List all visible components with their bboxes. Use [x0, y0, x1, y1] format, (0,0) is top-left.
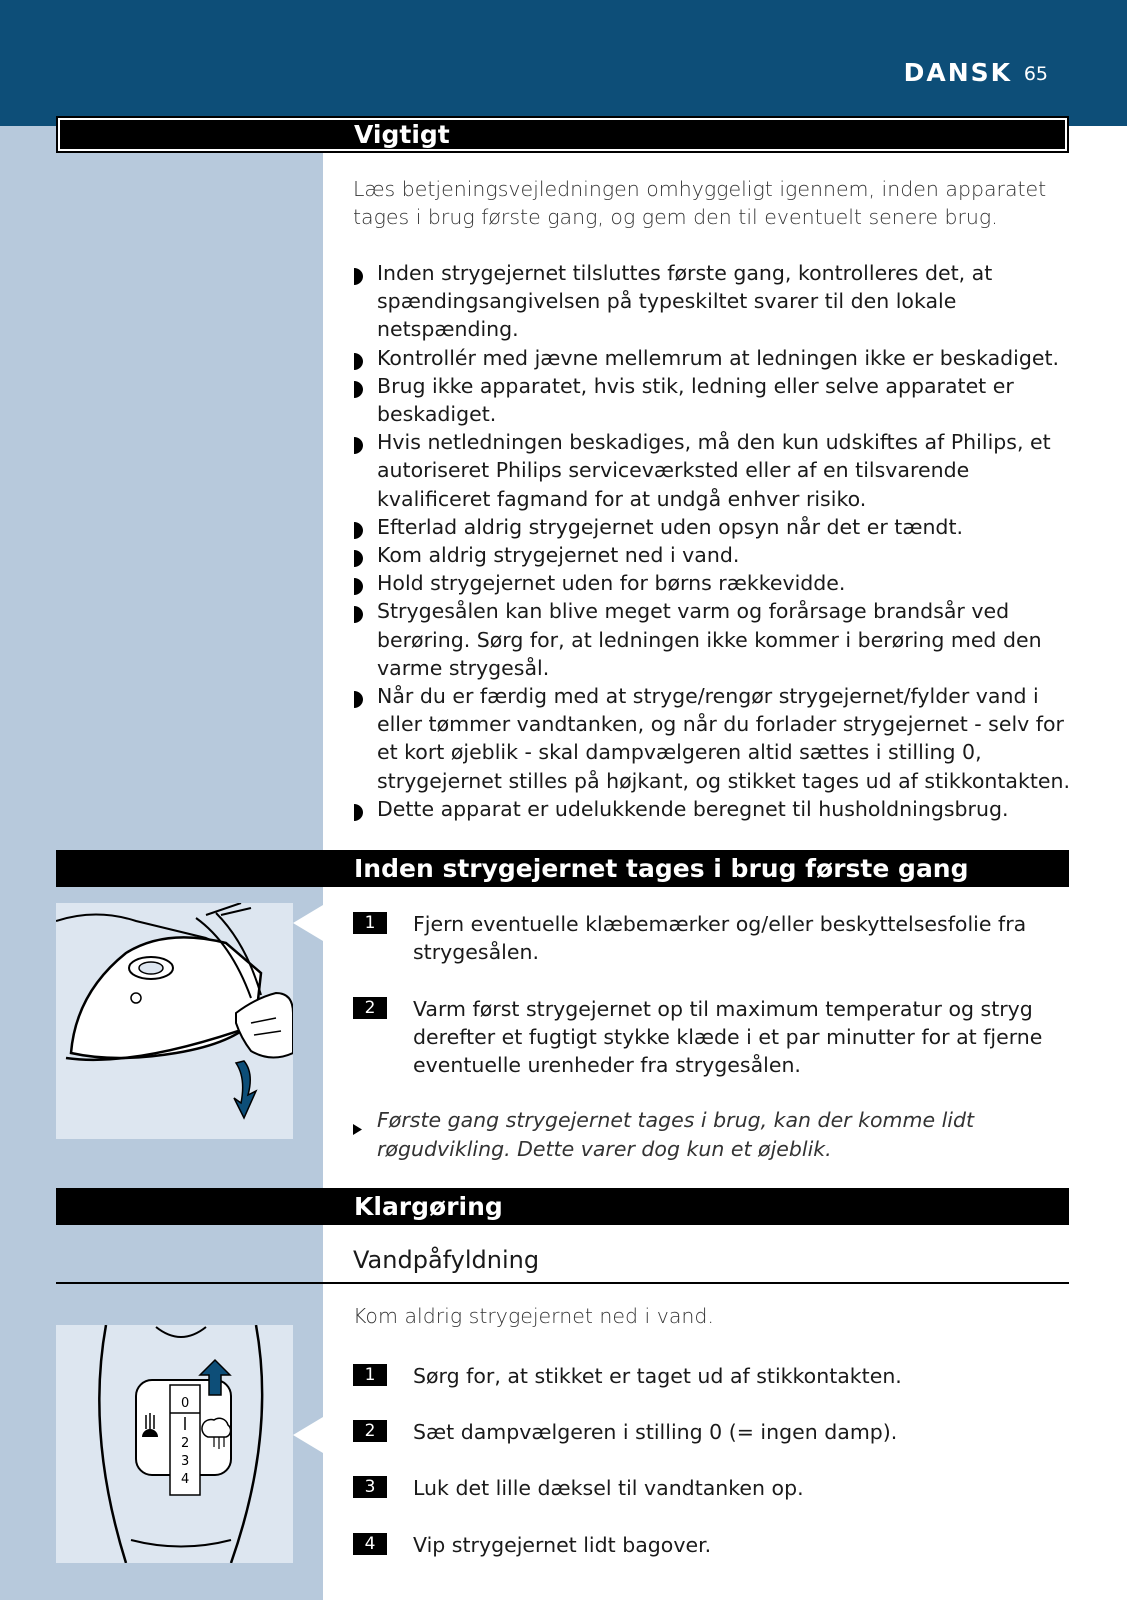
bullet-half-circle-icon	[353, 264, 363, 281]
section-title: Inden strygejernet tages i brug første gang	[354, 854, 969, 883]
intro-paragraph: Læs betjeningsvejledningen omhyggeligt igennem, inden apparatet tages i brug første gang, og gem den til eventuelt senere brug.	[353, 177, 1047, 230]
bullet-half-circle-icon	[353, 687, 363, 704]
step-text: Sæt dampvælgeren i stilling 0 (= ingen damp).	[413, 1420, 898, 1444]
dial-label: 3	[181, 1454, 190, 1469]
bullet-half-circle-icon	[353, 800, 363, 817]
step-number: 2	[353, 1420, 387, 1442]
list-item: Brug ikke apparatet, hvis stik, ledning eller selve apparatet er beskadiget.	[353, 372, 1073, 428]
pointer-arrow	[293, 905, 323, 941]
pointer-arrow	[293, 1417, 323, 1453]
bullet-half-circle-icon	[353, 546, 363, 563]
list-item: Inden strygejernet tilsluttes første gang, kontrolleres det, at spændingsangivelsen på typeskiltet svarer til den lokale netspænding.	[353, 259, 1073, 344]
step-text: Vip strygejernet lidt bagover.	[413, 1533, 712, 1557]
note-triangle-icon	[353, 1114, 362, 1143]
iron-illustration	[56, 903, 293, 1139]
warning-list	[353, 259, 1073, 823]
list-item: Kom aldrig strygejernet ned i vand.	[353, 541, 1073, 569]
dial-label: 0	[181, 1396, 190, 1411]
page-number: 65	[1023, 63, 1048, 85]
list-item: Hold strygejernet uden for børns rækkevidde.	[353, 569, 1073, 597]
warning-text: Kom aldrig strygejernet ned i vand.	[353, 1304, 714, 1328]
section-bar-first-use	[56, 850, 1069, 887]
section-title: Vigtigt	[354, 120, 450, 149]
subsection-title: Vandpåfyldning	[353, 1246, 540, 1274]
steam-dial-illustration	[56, 1325, 293, 1563]
bullet-half-circle-icon	[353, 602, 363, 619]
step-text: Varm først strygejernet op til maximum temperatur og stryg derefter et fugtigt stykke klæde i et par minutter for at fjerne eventuelle urenheder fra strygesålen.	[413, 997, 1043, 1078]
dial-label: 4	[181, 1472, 190, 1487]
bullet-half-circle-icon	[353, 377, 363, 394]
note-paragraph	[353, 1106, 1073, 1164]
step-text: Luk det lille dæksel til vandtanken op.	[413, 1476, 804, 1500]
step-text: Sørg for, at stikket er taget ud af stikkontakten.	[413, 1364, 902, 1388]
bullet-half-circle-icon	[353, 574, 363, 591]
step-number: 4	[353, 1533, 387, 1555]
subsection-divider	[56, 1282, 1069, 1284]
bullet-half-circle-icon	[353, 349, 363, 366]
list-item: Kontrollér med jævne mellemrum at ledningen ikke er beskadiget.	[353, 344, 1073, 372]
language-label: DANSK	[903, 58, 1012, 87]
section-bar-vigtigt	[56, 116, 1069, 153]
step-number: 2	[353, 997, 387, 1019]
step-number: 3	[353, 1476, 387, 1498]
list-item: Dette apparat er udelukkende beregnet til husholdningsbrug.	[353, 795, 1073, 823]
note-text: Første gang strygejernet tages i brug, kan der komme lidt røgudvikling. Dette varer dog kun et øjeblik.	[377, 1108, 975, 1161]
list-item: Strygesålen kan blive meget varm og forårsage brandsår ved berøring. Sørg for, at ledningen ikke kommer i berøring med den varme strygesål.	[353, 597, 1073, 682]
section-bar-preparation	[56, 1188, 1069, 1225]
bullet-half-circle-icon	[353, 433, 363, 450]
dial-label: 2	[181, 1436, 190, 1451]
list-item: Når du er færdig med at stryge/rengør strygejernet/fylder vand i eller tømmer vandtanken, og når du forlader strygejernet - selv for et kort øjeblik - skal dampvælgeren altid sættes i stilling 0, strygejernet stilles på højkant, og stikket tages ud af stikkontakten.	[353, 682, 1073, 795]
section-title: Klargøring	[354, 1192, 503, 1221]
list-item: Efterlad aldrig strygejernet uden opsyn når det er tændt.	[353, 513, 1073, 541]
step-number: 1	[353, 1364, 387, 1386]
step-number: 1	[353, 912, 387, 934]
bullet-half-circle-icon	[353, 518, 363, 535]
step-text: Fjern eventuelle klæbemærker og/eller beskyttelsesfolie fra strygesålen.	[413, 912, 1027, 965]
list-item: Hvis netledningen beskadiges, må den kun udskiftes af Philips, et autoriseret Philips serviceværksted eller af en tilsvarende kvalificeret fagmand for at undgå enhver risiko.	[353, 428, 1073, 513]
